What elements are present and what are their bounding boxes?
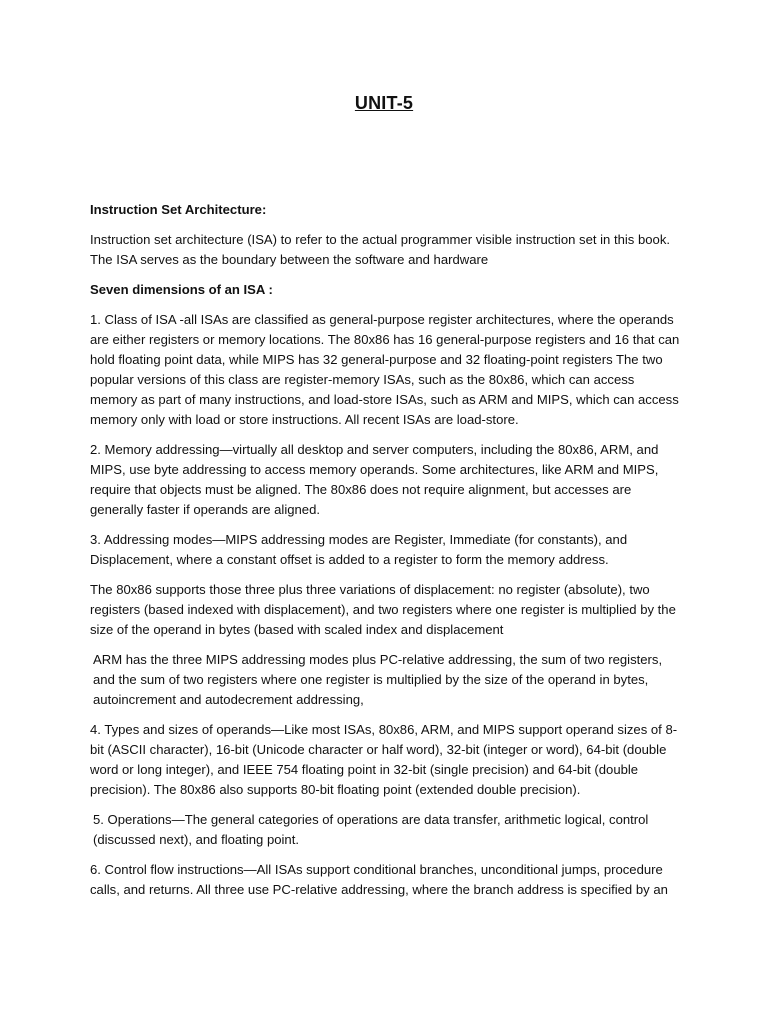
paragraph-addressing-modes: 3. Addressing modes—MIPS addressing modes are Register, Immediate (for constants), and Displacement, where a constant offset is added to a register to form the memory address. <box>90 532 628 567</box>
page-title: UNIT-5 <box>354 93 414 113</box>
paragraph-isa-definition: Instruction set architecture (ISA) to refer to the actual programmer visible instruction set in this book. The ISA serves as the boundary between the software and hardware <box>90 232 671 267</box>
section-heading-seven-dimensions: Seven dimensions of an ISA : <box>90 282 273 297</box>
paragraph-memory-addressing: 2. Memory addressing—virtually all desktop and server computers, including the 80x86, ARM, and MIPS, use byte addressing to access memory operands. Some architectures, like ARM and MIPS, require that objects must be aligned. The 80x86 does not require alignment, but accesses are generally faster if operands are aligned. <box>90 442 659 517</box>
paragraph-operations: 5. Operations—The general categories of operations are data transfer, arithmetic logical, control (discussed next), and floating point. <box>93 812 649 847</box>
section-heading-isa: Instruction Set Architecture: <box>90 202 267 217</box>
paragraph-control-flow: 6. Control flow instructions—All ISAs support conditional branches, unconditional jumps, procedure calls, and returns. All three use PC-relative addressing, where the branch address is specified by an <box>90 862 668 897</box>
document-body <box>90 200 680 910</box>
paragraph-operand-types: 4. Types and sizes of operands—Like most ISAs, 80x86, ARM, and MIPS support operand sizes of 8-bit (ASCII character), 16-bit (Unicode character or half word), 32-bit (integer or word), 64-bit (double word or long integer), and IEEE 754 floating point in 32-bit (single precision) and 64-bit (double precision). The 80x86 also supports 80-bit floating point (extended double precision). <box>90 722 678 797</box>
paragraph-class-of-isa: 1. Class of ISA -all ISAs are classified as general-purpose register architectures, where the operands are either registers or memory locations. The 80x86 has 16 general-purpose registers and 16 that can hold floating point data, while MIPS has 32 general-purpose and 32 floating-point registers The two popular versions of this class are register-memory ISAs, such as the 80x86, which can access memory as part of many instructions, and load-store ISAs, such as ARM and MIPS, which can access memory only with load or store instructions. All recent ISAs are load-store. <box>90 312 680 427</box>
paragraph-arm-modes: ARM has the three MIPS addressing modes plus PC-relative addressing, the sum of two registers, and the sum of two registers where one register is multiplied by the size of the operand in bytes, autoincrement and autodecrement addressing, <box>93 652 663 707</box>
paragraph-80x86-modes: The 80x86 supports those three plus three variations of displacement: no register (absolute), two registers (based indexed with displacement), and two registers where one register is multiplied by the size of the operand in bytes (based with scaled index and displacement <box>90 582 676 637</box>
